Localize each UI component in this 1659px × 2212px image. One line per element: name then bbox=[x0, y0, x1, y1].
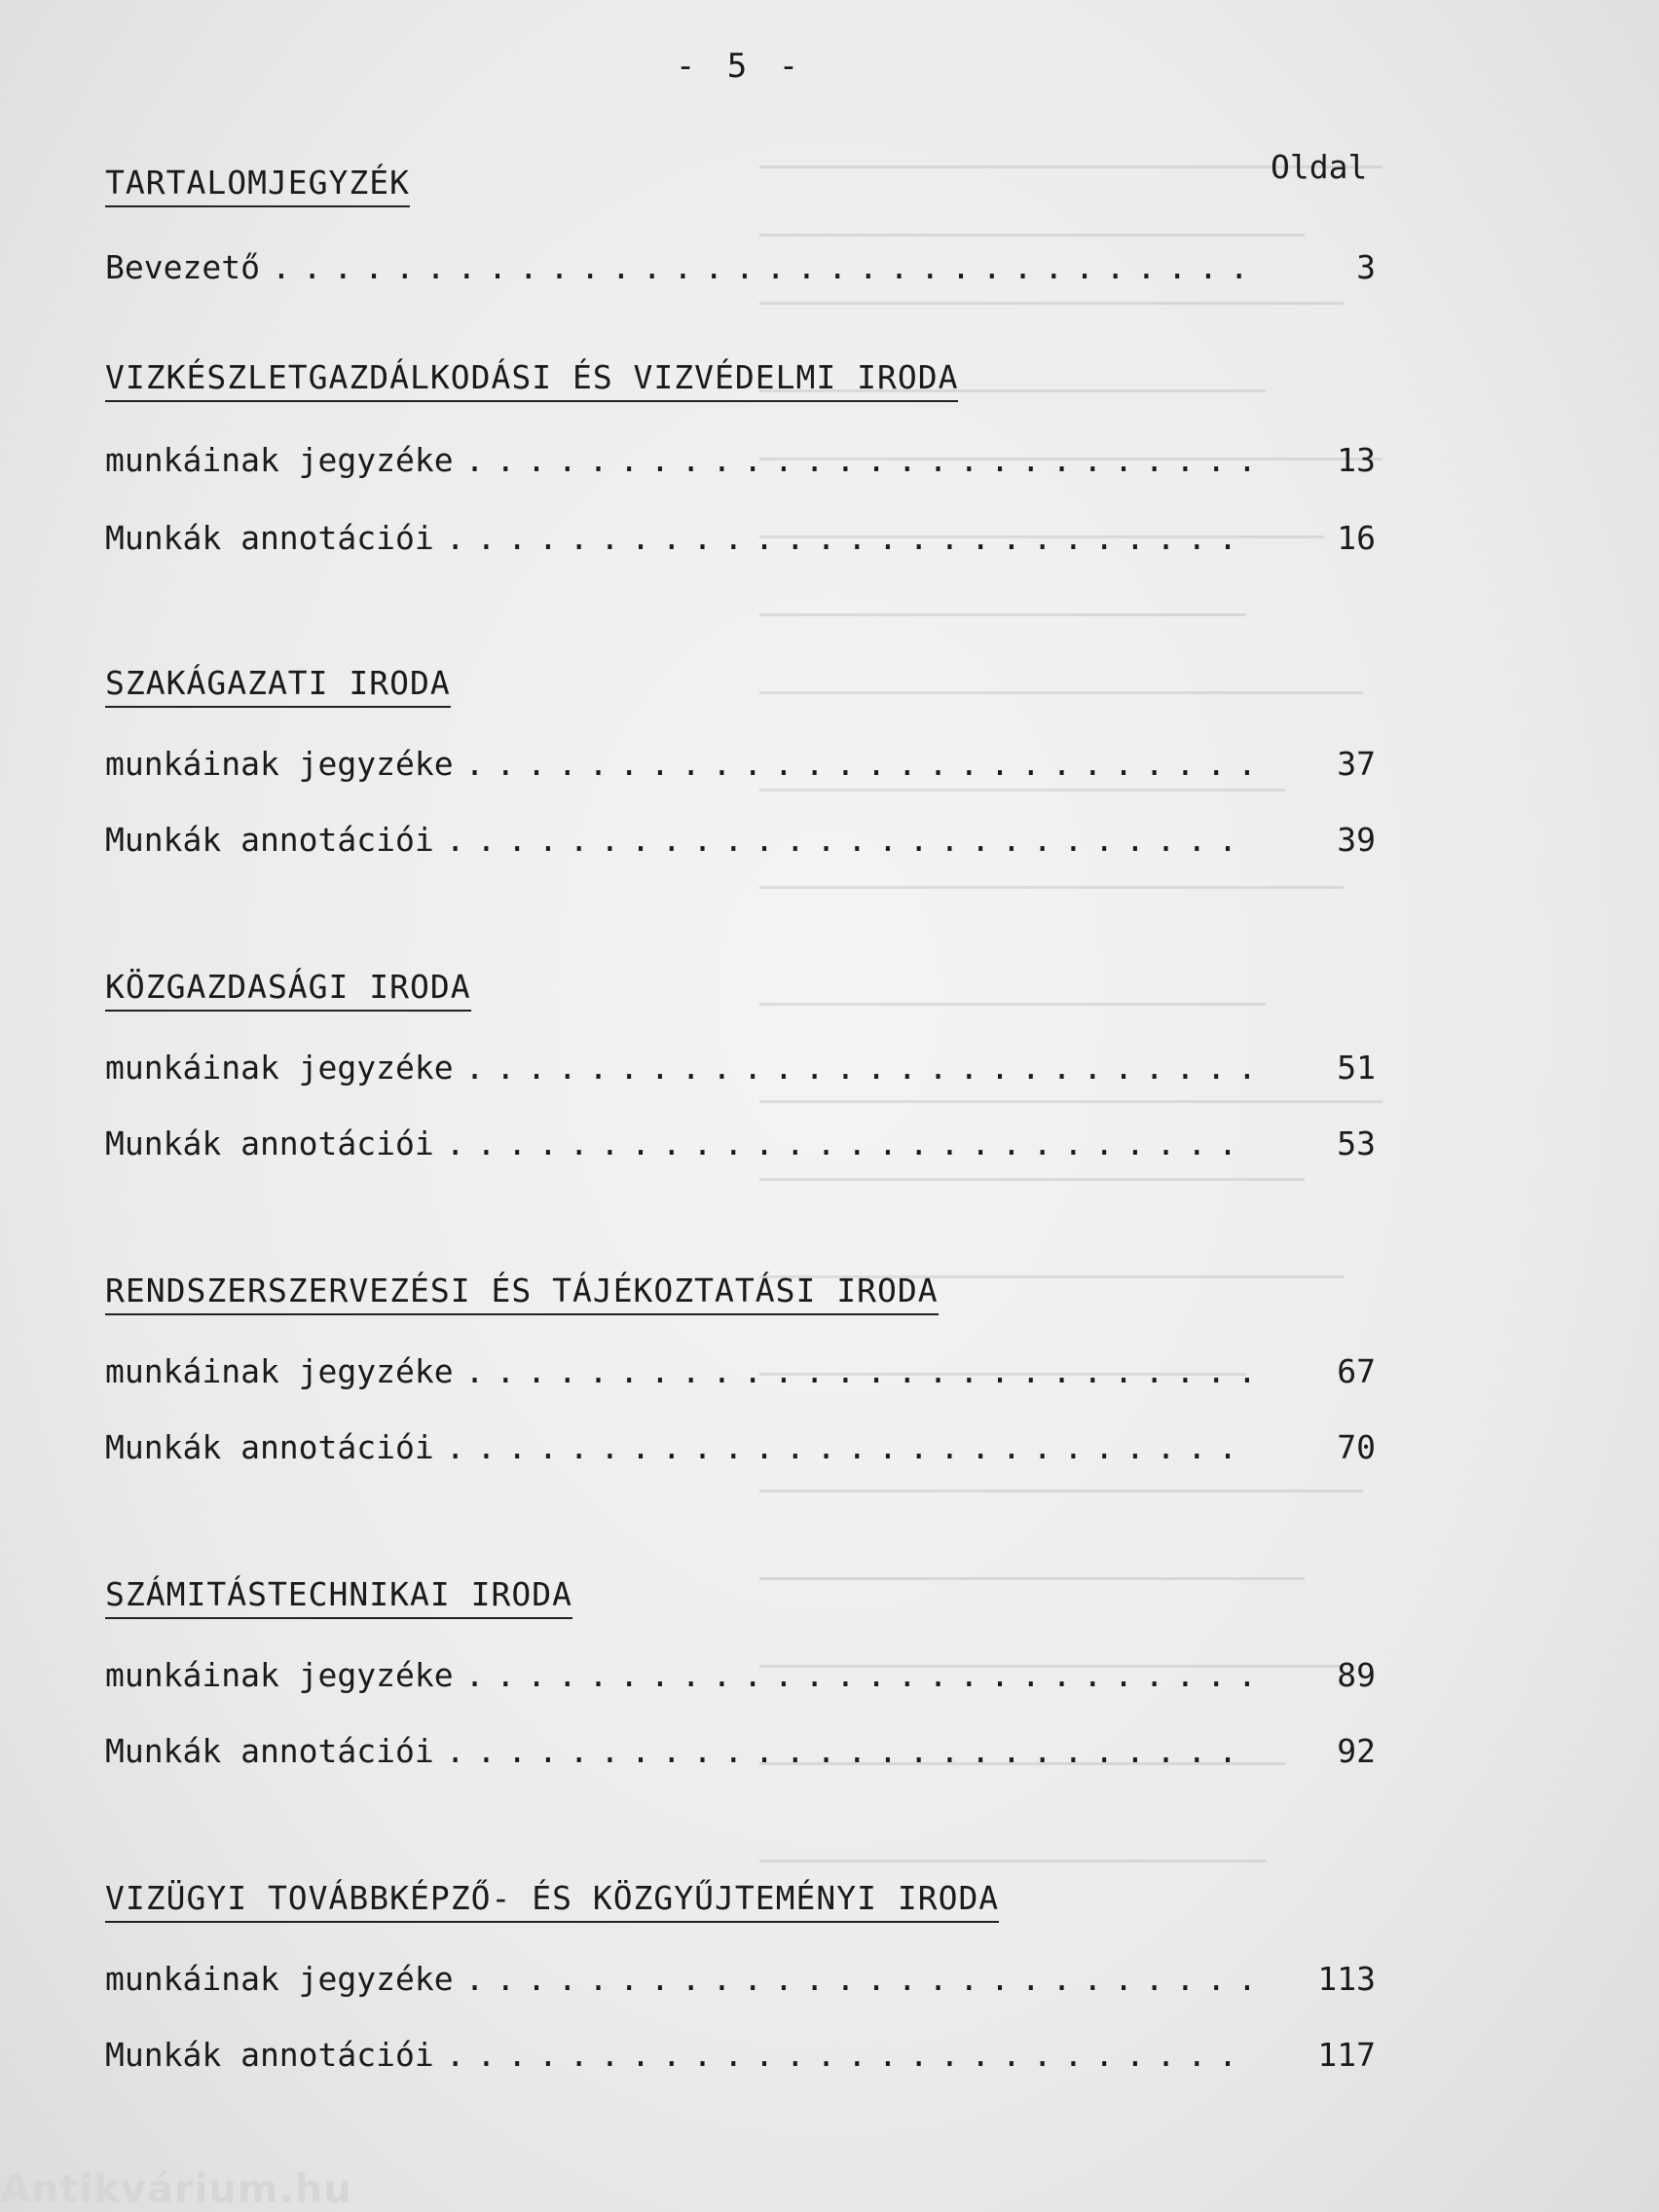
toc-entry[interactable] bbox=[105, 740, 1376, 783]
toc-entry[interactable] bbox=[105, 1423, 1376, 1466]
toc-entry[interactable] bbox=[105, 1727, 1376, 1770]
section-heading: RENDSZERSZERVEZÉSI ÉS TÁJÉKOZTATÁSI IRODA bbox=[105, 1272, 939, 1315]
toc-entry-intro[interactable] bbox=[105, 243, 1376, 286]
toc-entry-page: 16 bbox=[1337, 519, 1376, 557]
toc-entry[interactable] bbox=[105, 436, 1376, 479]
toc-title: TARTALOMJEGYZÉK bbox=[105, 164, 410, 207]
dot-leader bbox=[465, 1048, 1249, 1087]
toc-entry-page: 117 bbox=[1317, 2036, 1376, 2074]
toc-entry-label: munkáinak jegyzéke bbox=[105, 1049, 454, 1087]
dot-leader bbox=[446, 2035, 1249, 2074]
toc-entry-page: 13 bbox=[1337, 441, 1376, 479]
toc-entry-label: munkáinak jegyzéke bbox=[105, 1960, 454, 1998]
section-heading: KÖZGAZDASÁGI IRODA bbox=[105, 968, 471, 1012]
dot-leader bbox=[446, 820, 1249, 859]
toc-entry-page: 39 bbox=[1337, 821, 1376, 859]
toc-entry-label: Munkák annotációi bbox=[105, 1124, 434, 1162]
toc-entry[interactable] bbox=[105, 1347, 1376, 1390]
toc-entry-page: 89 bbox=[1337, 1656, 1376, 1694]
toc-entry[interactable] bbox=[105, 2031, 1376, 2074]
toc-entry[interactable] bbox=[105, 1044, 1376, 1087]
toc-entry[interactable] bbox=[105, 514, 1376, 557]
page-number: - 5 - bbox=[675, 47, 805, 86]
toc-entry-label: munkáinak jegyzéke bbox=[105, 1656, 454, 1694]
toc-entry-label: Bevezető bbox=[105, 248, 260, 286]
watermark: Antikvárium.hu bbox=[0, 2167, 352, 2212]
toc-entry-label: Munkák annotációi bbox=[105, 519, 434, 557]
toc-entry[interactable] bbox=[105, 1120, 1376, 1162]
section-heading: SZÁMITÁSTECHNIKAI IRODA bbox=[105, 1575, 572, 1619]
toc-entry-label: Munkák annotációi bbox=[105, 821, 434, 859]
toc-entry-page: 70 bbox=[1337, 1428, 1376, 1466]
toc-entry[interactable] bbox=[105, 816, 1376, 859]
toc-entry-label: Munkák annotációi bbox=[105, 2036, 434, 2074]
toc-entry-label: munkáinak jegyzéke bbox=[105, 745, 454, 783]
toc-entry-page: 113 bbox=[1317, 1960, 1376, 1998]
section-heading: VIZKÉSZLETGAZDÁLKODÁSI ÉS VIZVÉDELMI IRODA bbox=[105, 358, 958, 402]
dot-leader bbox=[272, 247, 1249, 286]
page-column-label: Oldal bbox=[1271, 148, 1368, 186]
toc-entry-label: Munkák annotációi bbox=[105, 1732, 434, 1770]
dot-leader bbox=[465, 1351, 1249, 1390]
dot-leader bbox=[465, 1959, 1249, 1998]
toc-entry-page: 92 bbox=[1337, 1732, 1376, 1770]
toc-entry-page: 3 bbox=[1356, 248, 1376, 286]
dot-leader bbox=[446, 1427, 1249, 1466]
dot-leader bbox=[465, 744, 1249, 783]
toc-entry-page: 53 bbox=[1337, 1124, 1376, 1162]
toc-entry[interactable] bbox=[105, 1651, 1376, 1694]
dot-leader bbox=[465, 440, 1249, 479]
dot-leader bbox=[446, 1124, 1249, 1162]
dot-leader bbox=[446, 518, 1249, 557]
dot-leader bbox=[465, 1655, 1249, 1694]
toc-entry-label: Munkák annotációi bbox=[105, 1428, 434, 1466]
section-heading: SZAKÁGAZATI IRODA bbox=[105, 664, 451, 708]
toc-entry-page: 37 bbox=[1337, 745, 1376, 783]
toc-entry-page: 67 bbox=[1337, 1352, 1376, 1390]
section-heading: VIZÜGYI TOVÁBBKÉPZŐ- ÉS KÖZGYŰJTEMÉNYI IRODA bbox=[105, 1879, 999, 1923]
toc-entry-label: munkáinak jegyzéke bbox=[105, 441, 454, 479]
dot-leader bbox=[446, 1731, 1249, 1770]
toc-entry[interactable] bbox=[105, 1955, 1376, 1998]
toc-entry-label: munkáinak jegyzéke bbox=[105, 1352, 454, 1390]
toc-entry-page: 51 bbox=[1337, 1049, 1376, 1087]
